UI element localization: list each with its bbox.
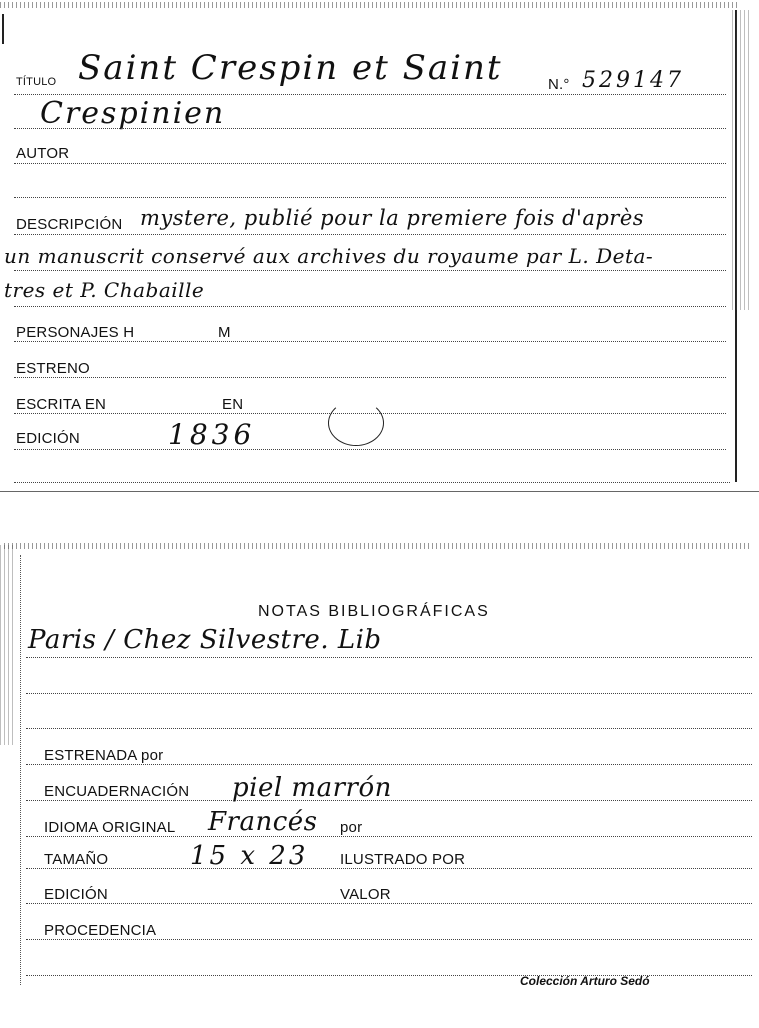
tamano-label: TAMAÑO (44, 851, 109, 868)
footer-collection: Colección Arturo Sedó (520, 974, 650, 988)
en-label: EN (222, 396, 244, 413)
tamano-value: 15 x 23 (190, 841, 309, 871)
back-left-margin (20, 555, 21, 985)
titulo-value-line1: Saint Crespin et Saint (78, 48, 503, 88)
descripcion-label: DESCRIPCIÓN (16, 216, 123, 233)
descripcion-line2: un manuscrit conservé aux archives du royaume par L. Deta- (4, 244, 654, 268)
encuadernacion-line (26, 800, 752, 801)
titulo-value-line2: Crespinien (40, 96, 226, 131)
catalog-card-back (0, 535, 759, 1028)
notas-line-1 (26, 657, 752, 658)
autor-line (14, 163, 726, 164)
scan-noise-left-back (0, 545, 14, 745)
autor-line-2 (14, 197, 726, 198)
procedencia-line (26, 939, 752, 940)
notas-value: Paris / Chez Silvestre. Lib (28, 625, 382, 655)
descripcion-line3: tres et P. Chabaille (4, 278, 205, 302)
scan-noise-right (732, 10, 750, 310)
card-separator (0, 491, 759, 492)
estreno-line (14, 377, 726, 378)
por-label: por (340, 819, 363, 836)
estreno-label: ESTRENO (16, 360, 90, 377)
descripcion-line (14, 234, 726, 235)
personajes-line (14, 341, 726, 342)
catalog-card-front (0, 0, 759, 500)
estrenada-label: ESTRENADA por (44, 747, 164, 764)
idioma-value: Francés (208, 807, 318, 837)
titulo-label: TÍTULO (16, 76, 57, 88)
escrita-en-label: ESCRITA EN (16, 396, 107, 413)
numero-value: 529147 (582, 68, 684, 93)
estrenada-line (26, 764, 752, 765)
procedencia-label: PROCEDENCIA (44, 922, 157, 939)
tamano-line (26, 868, 752, 869)
valor-label: VALOR (340, 886, 391, 903)
titulo-line-2 (14, 128, 726, 129)
encuadernacion-value: piel marrón (232, 773, 392, 803)
scan-noise-top (0, 2, 740, 8)
titulo-line (14, 94, 726, 95)
autor-label: AUTOR (16, 145, 70, 162)
idioma-label: IDIOMA ORIGINAL (44, 819, 176, 836)
numero-label: N.° (548, 76, 570, 93)
edicion-value: 1836 (168, 418, 256, 451)
stamp-circle-mark (328, 400, 384, 446)
edicion-back-label: EDICIÓN (44, 886, 108, 903)
front-bottom-line (14, 482, 730, 483)
notas-line-3 (26, 728, 752, 729)
notas-line-2 (26, 693, 752, 694)
personajes-h-label: PERSONAJES H (16, 324, 135, 341)
edicion-back-line (26, 903, 752, 904)
card-border-left (2, 14, 4, 44)
ilustrado-label: ILUSTRADO POR (340, 851, 466, 868)
scan-noise-top-back (4, 543, 752, 549)
personajes-m-label: M (218, 324, 231, 341)
edicion-line (14, 449, 726, 450)
descripcion-line-3 (14, 306, 726, 307)
encuadernacion-label: ENCUADERNACIÓN (44, 783, 190, 800)
idioma-line (26, 836, 752, 837)
descripcion-line-2 (14, 270, 726, 271)
edicion-label: EDICIÓN (16, 430, 80, 447)
notas-heading: NOTAS BIBLIOGRÁFICAS (258, 603, 490, 620)
descripcion-line1: mystere, publié pour la premiere fois d'après (140, 206, 645, 230)
